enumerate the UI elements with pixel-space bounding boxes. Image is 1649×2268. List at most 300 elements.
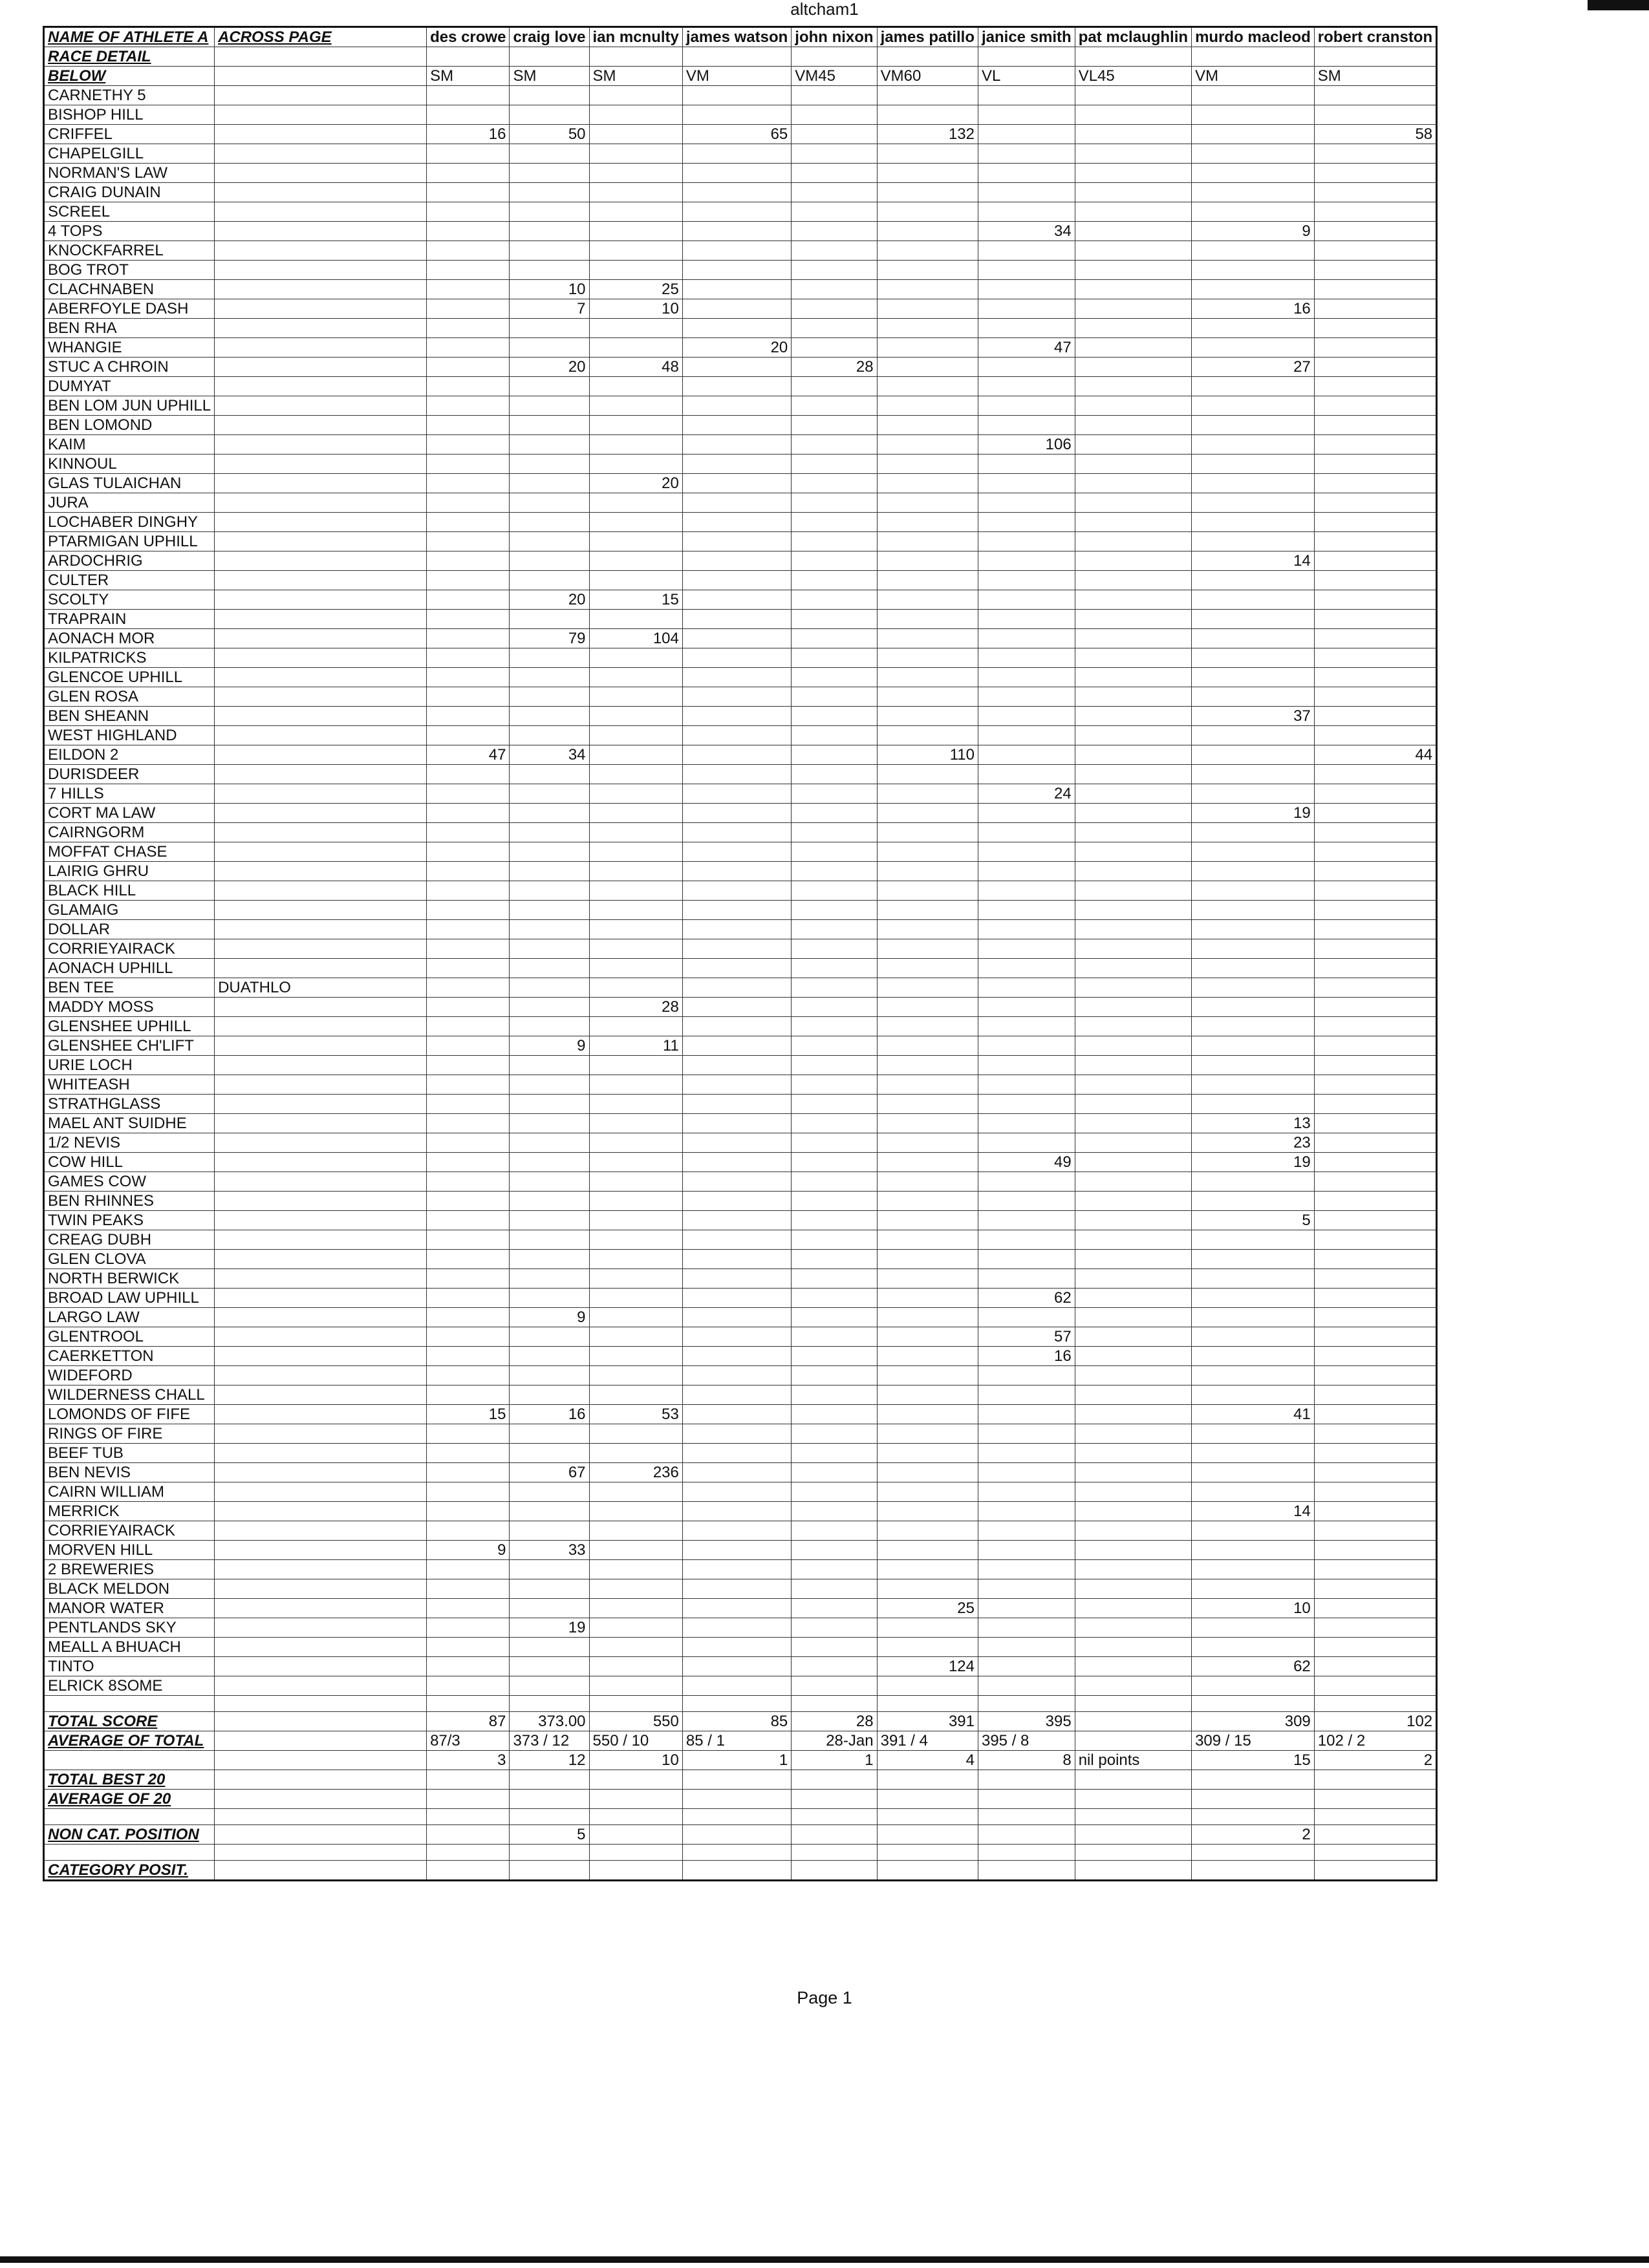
athlete-category: SM <box>427 67 510 86</box>
score-cell <box>1192 1056 1315 1075</box>
score-cell <box>427 726 510 745</box>
race-extra <box>215 862 427 881</box>
score-cell <box>877 998 978 1017</box>
score-cell <box>978 474 1075 493</box>
score-cell <box>877 1230 978 1250</box>
score-cell <box>1314 939 1436 959</box>
score-cell <box>510 978 589 998</box>
score-cell <box>589 396 682 416</box>
score-cell <box>877 1560 978 1579</box>
athlete-name: james patillo <box>877 27 978 47</box>
score-cell <box>510 959 589 978</box>
score-cell <box>1075 358 1191 377</box>
race-extra <box>215 1502 427 1521</box>
score-cell <box>1314 784 1436 804</box>
race-name: CAIRNGORM <box>44 823 215 842</box>
score-cell: 20 <box>510 358 589 377</box>
score-cell: 7 <box>510 299 589 319</box>
score-cell <box>877 1618 978 1638</box>
score-cell <box>682 1405 791 1424</box>
score-cell <box>427 474 510 493</box>
score-cell <box>792 299 877 319</box>
non-cat-value: 2 <box>1192 1825 1315 1845</box>
race-name: BEN LOMOND <box>44 416 215 435</box>
race-row <box>44 1269 1437 1289</box>
score-cell <box>589 881 682 901</box>
score-cell <box>1075 862 1191 881</box>
score-cell <box>427 1385 510 1405</box>
score-cell <box>589 1056 682 1075</box>
score-cell <box>978 1424 1075 1444</box>
score-cell <box>792 687 877 707</box>
total-score-label: TOTAL SCORE <box>44 1712 215 1731</box>
score-cell <box>1075 745 1191 765</box>
score-cell <box>1075 474 1191 493</box>
score-cell <box>978 571 1075 590</box>
score-cell <box>1314 493 1436 513</box>
score-cell <box>1075 1502 1191 1521</box>
score-cell <box>1314 1521 1436 1541</box>
score-cell <box>682 920 791 939</box>
score-cell <box>1314 668 1436 687</box>
race-row <box>44 1657 1437 1676</box>
score-cell <box>1075 377 1191 396</box>
score-cell <box>978 1133 1075 1153</box>
score-cell <box>589 1289 682 1308</box>
score-cell <box>1192 784 1315 804</box>
race-row <box>44 1036 1437 1056</box>
score-cell: 58 <box>1314 125 1436 144</box>
score-cell <box>682 1095 791 1114</box>
score-cell <box>1192 1289 1315 1308</box>
score-cell <box>1314 1133 1436 1153</box>
race-row <box>44 1482 1437 1502</box>
race-name: BOG TROT <box>44 261 215 280</box>
score-cell <box>792 1133 877 1153</box>
score-cell <box>589 668 682 687</box>
race-extra <box>215 1250 427 1269</box>
race-row <box>44 901 1437 920</box>
athlete-name: james watson <box>682 27 791 47</box>
score-cell <box>589 707 682 726</box>
athlete-category: VM <box>1192 67 1315 86</box>
score-cell: 104 <box>589 629 682 648</box>
score-cell <box>510 551 589 571</box>
race-extra <box>215 1366 427 1385</box>
total-score-value: 391 <box>877 1712 978 1731</box>
score-cell <box>1075 1638 1191 1657</box>
score-cell <box>877 1424 978 1444</box>
score-cell <box>978 1172 1075 1192</box>
spacer-row <box>44 1845 1437 1861</box>
score-cell <box>792 1056 877 1075</box>
score-cell <box>1075 86 1191 105</box>
score-cell <box>978 1618 1075 1638</box>
score-cell <box>1075 1153 1191 1172</box>
score-cell <box>978 377 1075 396</box>
race-extra <box>215 1657 427 1676</box>
score-cell <box>877 261 978 280</box>
score-cell <box>1192 105 1315 125</box>
race-name: CORRIEYAIRACK <box>44 939 215 959</box>
race-extra <box>215 1308 427 1327</box>
score-cell <box>510 377 589 396</box>
score-cell <box>877 86 978 105</box>
score-cell: 15 <box>589 590 682 610</box>
score-cell <box>1192 901 1315 920</box>
score-cell <box>427 784 510 804</box>
score-cell <box>877 1036 978 1056</box>
score-cell <box>978 998 1075 1017</box>
score-cell <box>510 1153 589 1172</box>
score-cell <box>589 144 682 164</box>
race-row <box>44 319 1437 338</box>
score-cell <box>792 804 877 823</box>
race-row <box>44 687 1437 707</box>
score-cell: 79 <box>510 629 589 648</box>
average-20-label: AVERAGE OF 20 <box>44 1790 215 1809</box>
score-cell <box>1314 862 1436 881</box>
race-count-value: 12 <box>510 1751 589 1770</box>
score-cell <box>1075 222 1191 241</box>
score-cell: 47 <box>427 745 510 765</box>
non-cat-value <box>682 1825 791 1845</box>
score-cell <box>589 842 682 862</box>
score-cell: 47 <box>978 338 1075 358</box>
score-cell <box>510 1095 589 1114</box>
race-extra <box>215 1521 427 1541</box>
race-extra <box>215 358 427 377</box>
score-cell <box>1075 125 1191 144</box>
score-cell <box>1192 435 1315 455</box>
score-cell <box>1314 648 1436 668</box>
score-cell <box>510 726 589 745</box>
score-cell <box>682 1172 791 1192</box>
score-cell: 9 <box>510 1036 589 1056</box>
score-cell <box>589 1347 682 1366</box>
score-cell <box>1314 377 1436 396</box>
score-cell <box>877 1405 978 1424</box>
score-cell <box>1075 396 1191 416</box>
score-cell <box>1075 901 1191 920</box>
score-cell <box>589 687 682 707</box>
score-cell: 5 <box>1192 1211 1315 1230</box>
score-cell <box>792 1463 877 1482</box>
race-row <box>44 1172 1437 1192</box>
score-cell <box>1314 1579 1436 1599</box>
race-extra <box>215 1347 427 1366</box>
race-name: GLAMAIG <box>44 901 215 920</box>
score-cell <box>589 551 682 571</box>
score-cell <box>792 241 877 261</box>
score-cell <box>589 1211 682 1230</box>
total-score-value: 309 <box>1192 1712 1315 1731</box>
race-row <box>44 784 1437 804</box>
race-count-value: 15 <box>1192 1751 1315 1770</box>
race-row <box>44 978 1437 998</box>
score-cell <box>1075 1405 1191 1424</box>
score-cell <box>877 765 978 784</box>
score-cell <box>427 222 510 241</box>
score-cell <box>792 1327 877 1347</box>
race-row <box>44 1618 1437 1638</box>
score-cell <box>978 901 1075 920</box>
score-cell <box>877 687 978 707</box>
score-cell <box>877 1444 978 1463</box>
score-cell <box>427 280 510 299</box>
score-cell <box>427 1502 510 1521</box>
score-cell <box>1314 1036 1436 1056</box>
score-cell <box>1192 1444 1315 1463</box>
score-cell <box>589 571 682 590</box>
score-cell <box>877 668 978 687</box>
score-cell: 16 <box>510 1405 589 1424</box>
score-cell <box>1314 86 1436 105</box>
score-cell <box>877 144 978 164</box>
score-cell <box>792 881 877 901</box>
score-cell <box>427 1560 510 1579</box>
race-name: MERRICK <box>44 1502 215 1521</box>
score-cell <box>427 939 510 959</box>
race-extra <box>215 959 427 978</box>
score-cell <box>589 532 682 551</box>
score-cell <box>792 668 877 687</box>
race-row <box>44 144 1437 164</box>
score-cell <box>1314 1211 1436 1230</box>
race-name: GLENSHEE UPHILL <box>44 1017 215 1036</box>
race-extra <box>215 493 427 513</box>
score-cell <box>427 590 510 610</box>
across-page-label: ACROSS PAGE <box>215 27 427 47</box>
score-cell: 16 <box>427 125 510 144</box>
race-extra <box>215 261 427 280</box>
score-cell <box>427 687 510 707</box>
non-cat-row <box>44 1825 1437 1845</box>
score-cell: 16 <box>1192 299 1315 319</box>
score-cell <box>682 435 791 455</box>
score-cell <box>792 493 877 513</box>
score-cell <box>1192 1385 1315 1405</box>
race-row <box>44 1056 1437 1075</box>
score-cell <box>682 707 791 726</box>
score-cell <box>978 862 1075 881</box>
score-cell <box>877 280 978 299</box>
score-cell <box>1314 978 1436 998</box>
score-cell <box>877 183 978 202</box>
score-cell: 62 <box>978 1289 1075 1308</box>
score-cell <box>1314 1230 1436 1250</box>
race-name: BEN NEVIS <box>44 1463 215 1482</box>
race-row <box>44 1289 1437 1308</box>
score-cell <box>1314 1250 1436 1269</box>
race-extra <box>215 1444 427 1463</box>
score-cell <box>792 1521 877 1541</box>
race-count-value: 1 <box>682 1751 791 1770</box>
score-cell <box>510 571 589 590</box>
athlete-name: craig love <box>510 27 589 47</box>
average-total-value: 28-Jan <box>792 1731 877 1751</box>
race-row <box>44 629 1437 648</box>
score-cell <box>682 1211 791 1230</box>
score-cell <box>877 920 978 939</box>
category-posit-row <box>44 1861 1437 1881</box>
non-cat-value <box>792 1825 877 1845</box>
race-extra <box>215 202 427 222</box>
score-cell <box>1075 1482 1191 1502</box>
score-cell <box>1075 1172 1191 1192</box>
score-cell <box>589 1153 682 1172</box>
race-extra <box>215 280 427 299</box>
race-row <box>44 1366 1437 1385</box>
score-cell <box>682 551 791 571</box>
score-cell <box>792 901 877 920</box>
score-cell <box>1075 1269 1191 1289</box>
race-name: COW HILL <box>44 1153 215 1172</box>
score-cell <box>792 416 877 435</box>
scan-edge-mark <box>1588 0 1649 10</box>
score-cell <box>978 1269 1075 1289</box>
score-cell <box>1314 513 1436 532</box>
athlete-category: VM45 <box>792 67 877 86</box>
score-cell <box>877 1250 978 1269</box>
score-cell <box>682 745 791 765</box>
race-row <box>44 1521 1437 1541</box>
score-cell <box>1314 299 1436 319</box>
score-cell <box>1075 1075 1191 1095</box>
score-cell: 16 <box>978 1347 1075 1366</box>
score-cell <box>792 1172 877 1192</box>
score-cell <box>589 1541 682 1560</box>
race-count-value: 8 <box>978 1751 1075 1770</box>
score-cell <box>1192 493 1315 513</box>
score-cell <box>682 726 791 745</box>
score-cell <box>682 1366 791 1385</box>
score-cell <box>877 978 978 998</box>
score-cell <box>978 707 1075 726</box>
score-cell <box>1075 610 1191 629</box>
score-cell <box>877 823 978 842</box>
race-name: MADDY MOSS <box>44 998 215 1017</box>
race-row <box>44 125 1437 144</box>
score-cell <box>1192 338 1315 358</box>
race-row <box>44 1579 1437 1599</box>
race-extra <box>215 1560 427 1579</box>
score-cell <box>682 164 791 183</box>
score-cell <box>682 668 791 687</box>
score-cell <box>792 1036 877 1056</box>
score-cell <box>1314 1366 1436 1385</box>
score-cell <box>427 202 510 222</box>
score-cell <box>682 202 791 222</box>
race-name: CORRIEYAIRACK <box>44 1521 215 1541</box>
score-cell <box>792 784 877 804</box>
race-row <box>44 1095 1437 1114</box>
average-total-value: 309 / 15 <box>1192 1731 1315 1751</box>
score-cell <box>1314 1153 1436 1172</box>
race-extra <box>215 784 427 804</box>
score-cell <box>1314 687 1436 707</box>
spacer-row <box>44 1809 1437 1825</box>
score-cell: 53 <box>589 1405 682 1424</box>
score-cell <box>510 939 589 959</box>
race-name: BLACK MELDON <box>44 1579 215 1599</box>
score-cell <box>1192 745 1315 765</box>
race-row <box>44 920 1437 939</box>
score-cell <box>682 1541 791 1560</box>
race-name: BEN SHEANN <box>44 707 215 726</box>
score-cell <box>792 1385 877 1405</box>
athlete-name: robert cranston <box>1314 27 1436 47</box>
score-cell <box>510 1444 589 1463</box>
score-cell: 236 <box>589 1463 682 1482</box>
score-cell <box>1075 687 1191 707</box>
score-cell <box>510 1230 589 1250</box>
score-cell <box>1075 299 1191 319</box>
score-cell <box>792 105 877 125</box>
score-cell <box>510 105 589 125</box>
race-row <box>44 668 1437 687</box>
total-best-row <box>44 1770 1437 1790</box>
score-cell <box>1075 920 1191 939</box>
category-row <box>44 67 1437 86</box>
score-cell <box>589 745 682 765</box>
score-cell <box>877 551 978 571</box>
average-20-row <box>44 1790 1437 1809</box>
score-cell <box>589 1172 682 1192</box>
race-count-value: 10 <box>589 1751 682 1770</box>
score-cell <box>877 1192 978 1211</box>
score-cell: 9 <box>1192 222 1315 241</box>
score-cell <box>1192 416 1315 435</box>
total-score-value: 102 <box>1314 1712 1436 1731</box>
score-cell <box>978 920 1075 939</box>
race-extra <box>215 164 427 183</box>
score-cell <box>1075 1618 1191 1638</box>
score-cell <box>682 241 791 261</box>
score-cell <box>792 280 877 299</box>
score-cell <box>1314 1599 1436 1618</box>
score-cell <box>1192 726 1315 745</box>
score-cell <box>510 261 589 280</box>
race-extra <box>215 1676 427 1696</box>
score-cell <box>427 1599 510 1618</box>
score-cell <box>427 978 510 998</box>
score-cell <box>682 1192 791 1211</box>
score-cell <box>510 86 589 105</box>
score-cell: 37 <box>1192 707 1315 726</box>
score-cell <box>1075 1230 1191 1250</box>
race-name: ARDOCHRIG <box>44 551 215 571</box>
score-cell <box>792 1424 877 1444</box>
score-cell <box>682 842 791 862</box>
score-cell <box>978 1502 1075 1521</box>
score-cell: 124 <box>877 1657 978 1676</box>
score-cell <box>589 338 682 358</box>
race-name: TWIN PEAKS <box>44 1211 215 1230</box>
score-cell <box>427 1676 510 1696</box>
score-cell: 19 <box>1192 804 1315 823</box>
score-cell <box>589 435 682 455</box>
score-cell <box>978 823 1075 842</box>
score-cell <box>1192 862 1315 881</box>
score-cell <box>682 396 791 416</box>
score-cell <box>1314 881 1436 901</box>
score-cell <box>877 726 978 745</box>
non-cat-value: 5 <box>510 1825 589 1845</box>
score-cell <box>589 1095 682 1114</box>
score-cell <box>682 532 791 551</box>
race-name: URIE LOCH <box>44 1056 215 1075</box>
